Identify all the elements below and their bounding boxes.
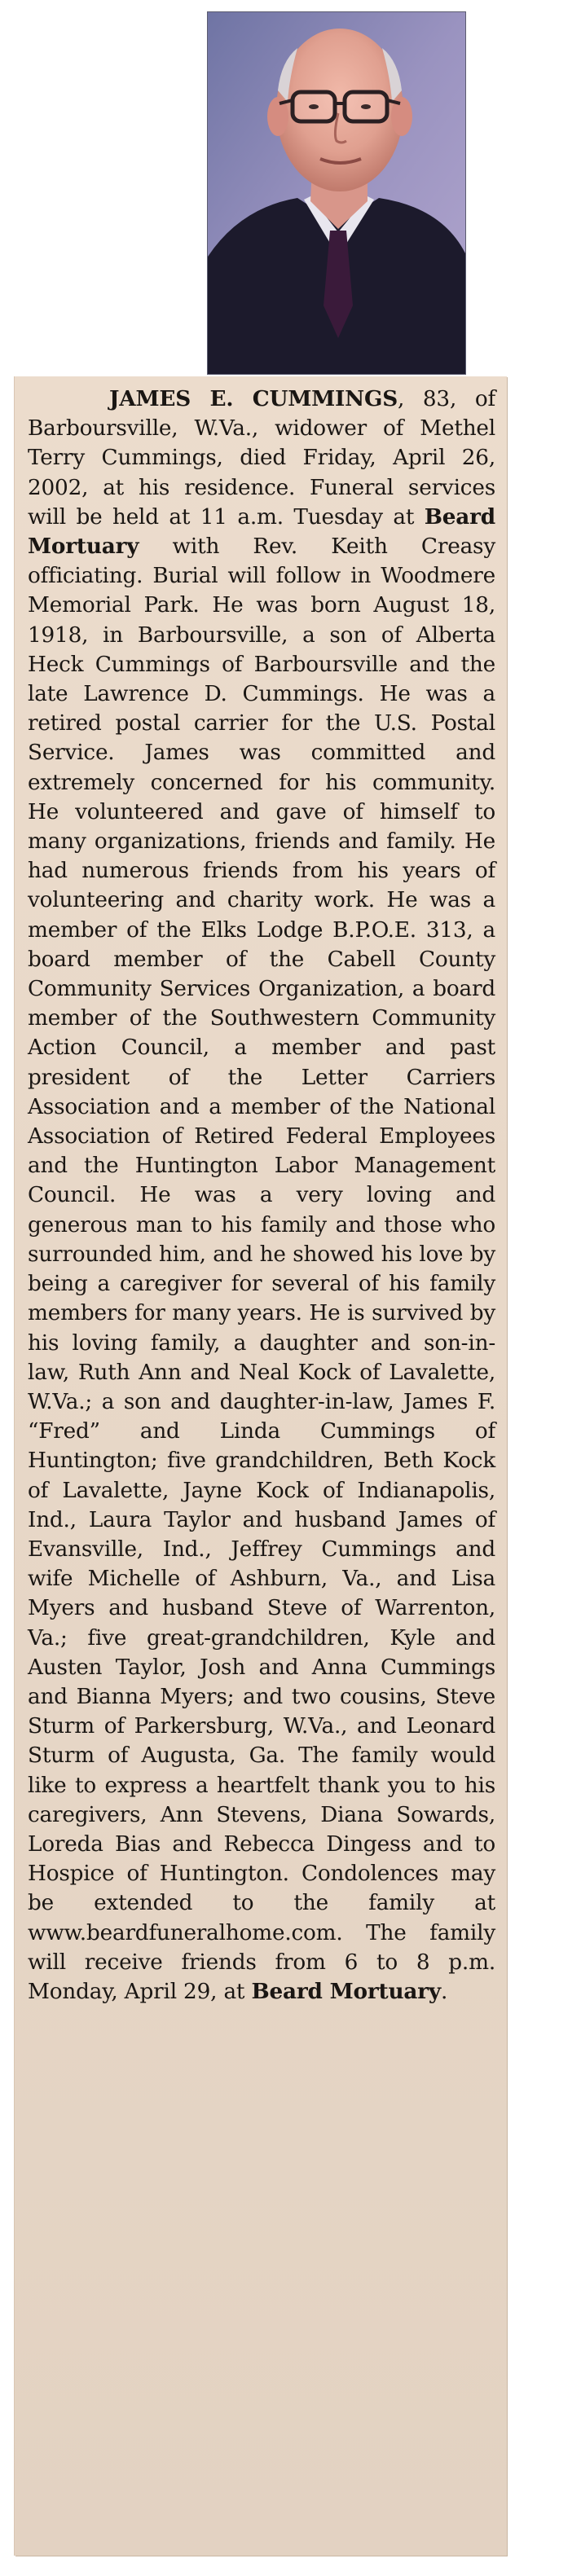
obituary-text-part-1: , 83, of Barboursville, W.Va., widower of Methel Terry Cummings, died Friday, April 26, 2002, at his residence. Funeral services will be held at 11 a.m. Tuesday at: [28, 387, 495, 530]
obituary-text-part-2: with Rev. Keith Creasy officiating. Burial will follow in Woodmere Memorial Park. He was born August 18, 1918, in Barboursville, a son of Alberta Heck Cummings of Barboursville and the late Lawrence D. Cummings. He was a retired postal carrier for the U.S. Postal Service. James was committed and extremely concerned for his community. He volunteered and gave of himself to many organizations, friends and family. He had numerous friends from his years of volunteering and charity work. He was a member of the Elks Lodge B.P.O.E. 313, a board member of the Cabell County Community Services Organization, a board member of the Southwestern Community Action Council, a member and past president of the Letter Carriers Association and a member of the National Association of Retired Federal Employees and the Huntington Labor Management Council. He was a very loving and generous man to his family and those who surrounded him, and he showed his love by being a caregiver for several of his family members for many years. He is survived by his loving family, a daughter and son-in-law, Ruth Ann and Neal Kock of Lavalette, W.Va.; a son and daughter-in-law, James F. “Fred” and Linda Cummings of Huntington; five grandchildren, Beth Kock of Lavalette, Jayne Kock of Indianapolis, Ind., Laura Taylor and husband James of Evansville, Ind., Jeffrey Cummings and wife Michelle of Ashburn, Va., and Lisa Myers and husband Steve of Warrenton, Va.; five great-grandchildren, Kyle and Austen Taylor, Josh and Anna Cummings and Bianna Myers; and two cousins, Steve Sturm of Parkersburg, W.Va., and Leonard Sturm of Augusta, Ga. The family would like to express a heartfelt thank you to his caregivers, Ann Stevens, Diana Sowards, Loreda Bias and Rebecca Dingess and to Hospice of Huntington. Condolences may be extended to the family at www.beardfuneralhome.com. The family will receive friends from 6 to 8 p.m. Monday, April 29, at: [28, 534, 495, 2004]
obituary-text-part-3: .: [441, 1979, 448, 2004]
mortuary-name: Beard Mortuary: [28, 503, 495, 560]
portrait-photo-icon: [208, 12, 466, 375]
obituary-text: [28, 385, 495, 2007]
obituary-clipping: [15, 376, 507, 2556]
mortuary-name: Beard Mortuary: [251, 1978, 441, 2004]
deceased-name: JAMES E. CUMMINGS: [109, 386, 398, 411]
portrait-photo: [207, 11, 466, 375]
